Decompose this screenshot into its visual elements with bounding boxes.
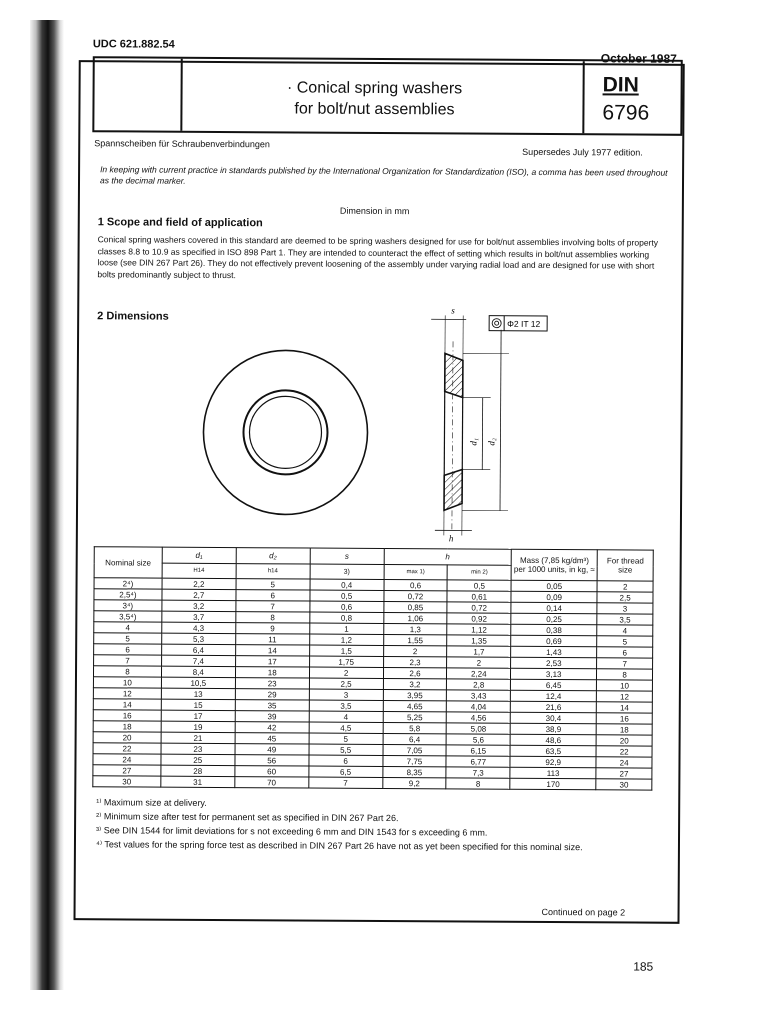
table-cell: 0,72 <box>384 590 448 601</box>
table-cell: 3,7 <box>162 611 236 622</box>
title-block <box>92 56 682 136</box>
label-s: s <box>451 305 455 315</box>
footnote-4: ⁴⁾ Test values for the spring force test as described in DIN 267 Part 26 have not as yet been specified for this nominal size. <box>96 838 656 854</box>
table-cell: 5 <box>597 636 653 647</box>
table-cell: 4 <box>94 622 162 633</box>
table-cell: 31 <box>161 776 235 787</box>
table-cell: 6,4 <box>383 733 447 744</box>
section-1-heading: 1 Scope and field of application <box>98 216 263 229</box>
din-number: 6796 <box>602 101 649 125</box>
section-2-heading: 2 Dimensions <box>97 310 169 322</box>
table-cell: 1,75 <box>309 656 383 667</box>
table-cell: 7 <box>597 658 653 669</box>
table-cell: 0,05 <box>511 580 597 592</box>
table-cell: 3,95 <box>383 689 447 700</box>
table-cell: 0,85 <box>383 601 447 612</box>
table-cell: 9 <box>236 623 310 634</box>
table-cell: 38,9 <box>510 723 596 735</box>
table-cell: 30,4 <box>510 712 596 724</box>
tolerance-label: Φ2 IT 12 <box>507 319 540 329</box>
table-cell: 15 <box>161 699 235 710</box>
table-cell: 70 <box>235 777 309 788</box>
table-cell: 5,6 <box>446 734 510 745</box>
table-cell: 4,5 <box>309 722 383 733</box>
table-cell: 2,6 <box>383 667 447 678</box>
table-cell: 42 <box>235 722 309 733</box>
table-cell: 6,45 <box>511 679 597 691</box>
table-cell: 16 <box>596 713 652 724</box>
table-cell: 16 <box>93 710 161 721</box>
table-cell: 35 <box>235 700 309 711</box>
table-cell: 0,8 <box>310 612 384 623</box>
table-cell: 6 <box>236 590 310 601</box>
table-cell: 3 <box>309 689 383 700</box>
table-cell: 18 <box>93 721 161 732</box>
col-d2: d₂ <box>236 548 310 564</box>
title-block-divider <box>180 59 182 131</box>
table-cell: 4,65 <box>383 700 447 711</box>
title-line-1: · Conical spring washers <box>235 77 515 100</box>
supersedes-note: Supersedes July 1977 edition. <box>522 147 643 158</box>
table-cell: 63,5 <box>510 745 596 757</box>
table-cell: 29 <box>235 689 309 700</box>
table-cell: 9,2 <box>382 777 446 788</box>
table-cell: 113 <box>510 767 596 779</box>
label-h: h <box>449 533 454 543</box>
title-line-2: for bolt/nut assemblies <box>234 98 514 121</box>
label-d1: d₁ <box>468 438 478 446</box>
col-s-footnote: 3) <box>310 564 384 579</box>
table-cell: 7,75 <box>383 755 447 766</box>
table-cell: 5,3 <box>162 633 236 644</box>
table-cell: 3,13 <box>511 668 597 680</box>
table-cell: 0,6 <box>310 601 384 612</box>
table-cell: 170 <box>510 778 596 790</box>
table-cell: 5,08 <box>447 723 511 734</box>
table-cell: 5,25 <box>383 711 447 722</box>
washer-drawing <box>190 304 551 546</box>
footnote-2: ²⁾ Minimum size after test for permanent set as specified in DIN 267 Part 26. <box>96 810 656 826</box>
table-cell: 1,2 <box>309 634 383 645</box>
table-cell: 6,4 <box>161 644 235 655</box>
table-cell: 2 <box>383 645 447 656</box>
table-cell: 6,77 <box>446 756 510 767</box>
table-cell: 2 <box>447 657 511 668</box>
table-cell: 7,05 <box>383 744 447 755</box>
table-cell: 17 <box>235 656 309 667</box>
table-cell: 12,4 <box>511 690 597 702</box>
col-d1-tolerance: H14 <box>162 563 236 578</box>
dimension-note: Dimension in mm <box>340 206 410 216</box>
washer-section-view <box>430 315 547 536</box>
col-h: h <box>384 549 512 566</box>
publication-date: October 1987 <box>601 51 677 65</box>
table-cell: 14 <box>235 645 309 656</box>
table-cell: 48,6 <box>510 734 596 746</box>
section-1-text: Conical spring washers covered in this standard are deemed to be spring washers designed for use for bolt/nut assemblies involving bolts of property classes 8.8 to 10.9 as specified in ISO 898 Part 1. They are intended to counteract the effect of setting which results in bolt/nut assemblies working loose (see DIN 267 Part 26). They do not effectively prevent loosening of the assembly under varying radial load and are designed for use with short bolts predominantly subject to thrust. <box>97 234 667 283</box>
table-cell: 3⁴) <box>94 600 162 611</box>
table-cell: 1,12 <box>447 624 511 635</box>
table-cell: 14 <box>93 699 161 710</box>
table-cell: 20 <box>93 732 161 743</box>
table-cell: 0,4 <box>310 579 384 590</box>
col-s: s <box>310 548 384 564</box>
table-cell: 2⁴) <box>94 578 162 589</box>
table-cell: 5 <box>94 633 162 644</box>
table-cell: 6 <box>94 644 162 655</box>
table-cell: 7,4 <box>161 655 235 666</box>
table-cell: 30 <box>596 779 652 790</box>
table-cell: 1,55 <box>383 634 447 645</box>
col-mass: Mass (7,85 kg/dm³) per 1000 units, in kg, ≈ <box>511 549 597 581</box>
table-cell: 4 <box>597 625 653 636</box>
table-cell: 3,5 <box>597 614 653 625</box>
table-cell: 3,5 <box>309 700 383 711</box>
intro-note: In keeping with current practice in standards published by the International Organization for Standardization (ISO), a comma has been used throughout as the decimal marker. <box>100 164 670 189</box>
table-cell: 2,5 <box>309 678 383 689</box>
document-title <box>234 77 514 121</box>
table-cell: 1,3 <box>383 623 447 634</box>
page-number: 185 <box>633 960 653 974</box>
udc-code: UDC 621.882.54 <box>93 38 175 51</box>
col-h-min: min 2) <box>447 565 511 580</box>
table-cell: 23 <box>161 743 235 754</box>
dimensions-table <box>92 546 653 790</box>
table-cell: 0,25 <box>511 613 597 625</box>
table-cell: 4,04 <box>447 701 511 712</box>
footnotes <box>96 796 656 855</box>
table-cell: 22 <box>93 743 161 754</box>
table-cell: 5,8 <box>383 722 447 733</box>
table-cell: 22 <box>596 746 652 757</box>
table-cell: 27 <box>93 765 161 776</box>
table-cell: 3,5⁴) <box>94 611 162 622</box>
table-cell: 2 <box>309 667 383 678</box>
table-cell: 0,6 <box>384 579 448 590</box>
label-d2: d₂ <box>486 438 496 446</box>
col-d2-tolerance: h14 <box>236 564 310 579</box>
table-cell: 0,5 <box>310 590 384 601</box>
table-cell: 1,06 <box>383 612 447 623</box>
table-cell: 6 <box>309 755 383 766</box>
german-title: Spannscheiben für Schraubenverbindungen <box>94 138 270 149</box>
table-cell: 1 <box>309 623 383 634</box>
table-cell: 5 <box>236 579 310 590</box>
footnote-3: ³⁾ See DIN 1544 for limit deviations for s not exceeding 6 mm and DIN 1543 for s exceeding 6 mm. <box>96 824 656 840</box>
col-nominal-size: Nominal size <box>94 547 162 578</box>
title-block-divider <box>582 61 584 133</box>
table-cell: 25 <box>161 754 235 765</box>
table-cell: 7 <box>94 655 162 666</box>
table-cell: 0,72 <box>447 602 511 613</box>
table-cell: 1,35 <box>447 635 511 646</box>
table-cell: 13 <box>161 688 235 699</box>
table-cell: 20 <box>596 735 652 746</box>
table-cell: 23 <box>235 678 309 689</box>
table-cell: 3,43 <box>447 690 511 701</box>
table-cell: 12 <box>597 691 653 702</box>
table-cell: 7 <box>236 601 310 612</box>
table-cell: 4,56 <box>447 712 511 723</box>
table-cell: 18 <box>596 724 652 735</box>
table-cell: 3 <box>597 603 653 614</box>
footnote-1: ¹⁾ Maximum size at delivery. <box>96 796 656 812</box>
table-cell: 2 <box>597 581 653 592</box>
col-d1: d₁ <box>162 547 236 563</box>
table-cell: 10 <box>597 680 653 691</box>
table-cell: 8,35 <box>382 766 446 777</box>
table-cell: 5,5 <box>309 744 383 755</box>
continued-note: Continued on page 2 <box>542 907 626 918</box>
table-cell: 4 <box>309 711 383 722</box>
table-cell: 56 <box>235 755 309 766</box>
table-cell: 27 <box>596 768 652 779</box>
table-cell: 8,4 <box>161 666 235 677</box>
table-cell: 30 <box>93 776 161 787</box>
table-cell: 0,61 <box>447 591 511 602</box>
table-cell: 39 <box>235 711 309 722</box>
table-cell: 19 <box>161 721 235 732</box>
col-h-max: max 1) <box>384 564 448 579</box>
table-cell: 7,3 <box>446 767 510 778</box>
table-cell: 6,5 <box>309 766 383 777</box>
table-cell: 3,2 <box>383 678 447 689</box>
table-body <box>93 578 653 790</box>
table-cell: 8 <box>446 778 510 789</box>
table-cell: 6,15 <box>446 745 510 756</box>
table-cell: 7 <box>308 777 382 788</box>
table-cell: 17 <box>161 710 235 721</box>
table-cell: 14 <box>597 702 653 713</box>
table-cell: 8 <box>236 612 310 623</box>
table-cell: 45 <box>235 733 309 744</box>
table-cell: 2,5 <box>597 592 653 603</box>
table-cell: 60 <box>235 766 309 777</box>
table-cell: 0,14 <box>511 602 597 614</box>
table-cell: 2,3 <box>383 656 447 667</box>
table-cell: 5 <box>309 733 383 744</box>
table-cell: 1,7 <box>447 646 511 657</box>
table-cell: 8 <box>597 669 653 680</box>
table-cell: 2,7 <box>162 589 236 600</box>
table-cell: 92,9 <box>510 756 596 768</box>
table-cell: 1,5 <box>309 645 383 656</box>
table-cell: 11 <box>235 634 309 645</box>
table-cell: 1,43 <box>511 646 597 658</box>
table-cell: 6 <box>597 647 653 658</box>
table-cell: 28 <box>161 765 235 776</box>
table-cell: 24 <box>93 754 161 765</box>
table-cell: 3,2 <box>162 600 236 611</box>
table-cell: 2,24 <box>447 668 511 679</box>
table-cell: 12 <box>93 688 161 699</box>
table-cell: 49 <box>235 744 309 755</box>
table-cell: 2,5⁴) <box>94 589 162 600</box>
table-cell: 0,92 <box>447 613 511 624</box>
table-cell: 0,09 <box>511 591 597 603</box>
table-cell: 0,38 <box>511 624 597 636</box>
table-cell: 0,69 <box>511 635 597 647</box>
table-cell: 18 <box>235 667 309 678</box>
col-thread-size: For thread size <box>597 550 653 581</box>
table-cell: 2,53 <box>511 657 597 669</box>
table-cell: 21 <box>161 732 235 743</box>
table-cell: 0,5 <box>447 580 511 591</box>
table-cell: 10,5 <box>161 677 235 688</box>
table-cell: 2,2 <box>162 578 236 589</box>
din-label: DIN <box>603 73 639 97</box>
table-cell: 4,3 <box>162 622 236 633</box>
table-cell: 2,8 <box>447 679 511 690</box>
table-cell: 10 <box>93 677 161 688</box>
washer-plan-view <box>203 350 368 515</box>
table-cell: 24 <box>596 757 652 768</box>
table-cell: 8 <box>93 666 161 677</box>
table-cell: 21,6 <box>510 701 596 713</box>
